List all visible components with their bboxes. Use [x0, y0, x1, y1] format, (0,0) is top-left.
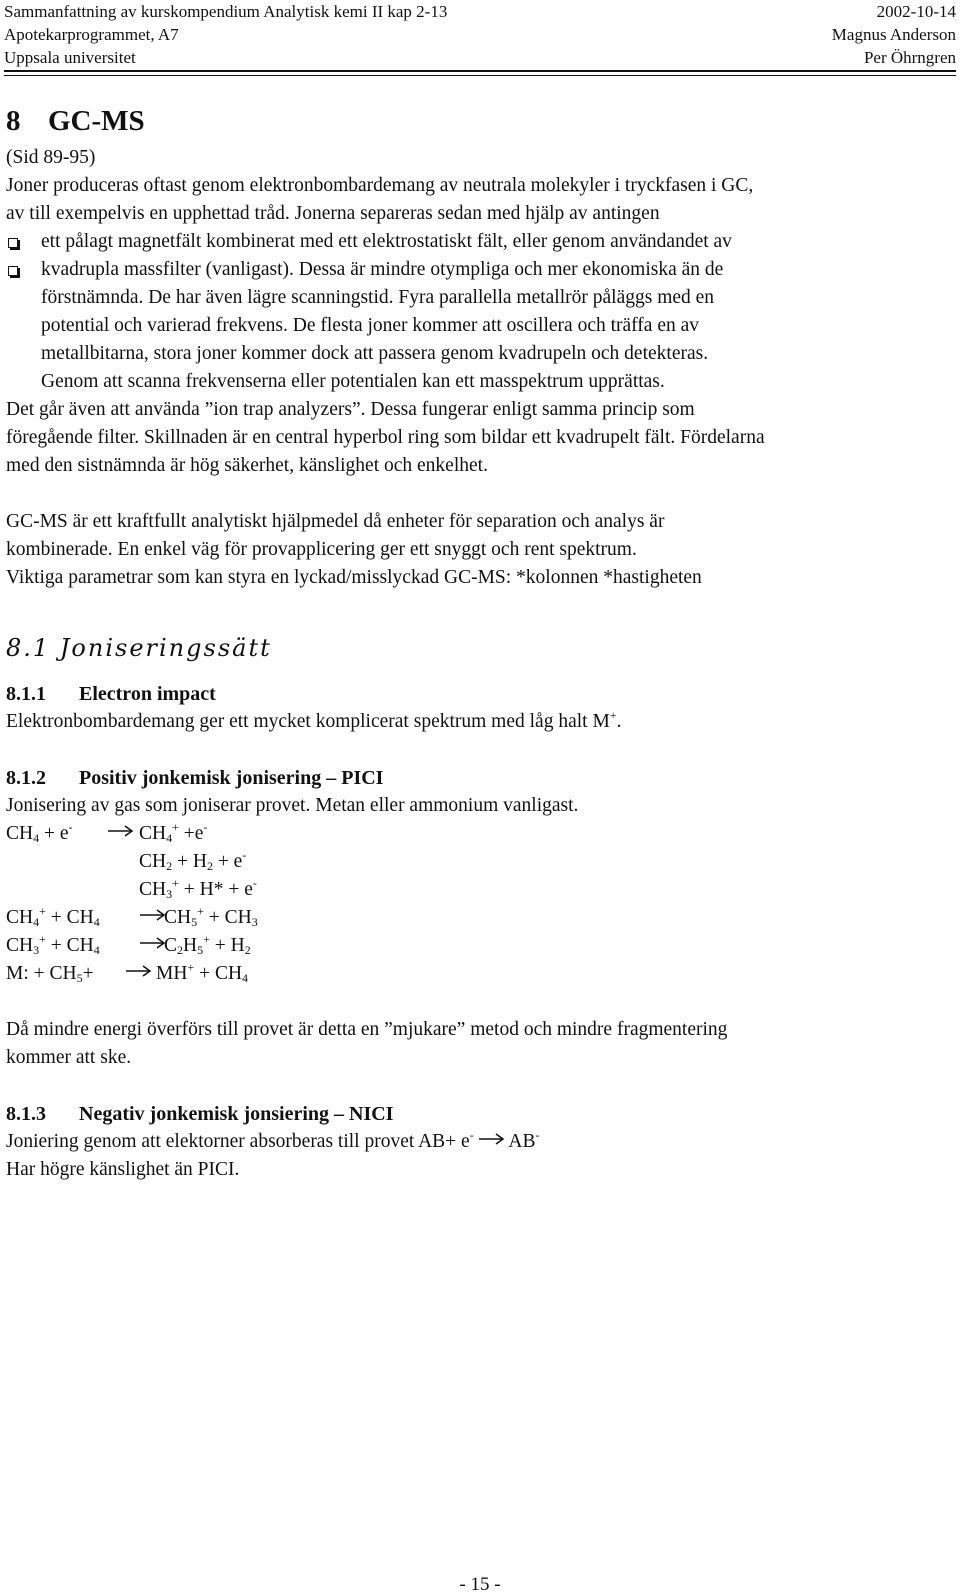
pici-conclusion-line-2: kommer att ske. — [6, 1047, 132, 1068]
bullet-line: Genom att scanna frekvenserna eller potentialen kan ett masspektrum upprättas. — [41, 371, 665, 392]
heading-title: Electron impact — [79, 683, 216, 705]
text: AB — [508, 1131, 536, 1152]
gcms-summary-line-3: Viktiga parametrar som kan styra en lyckad/misslyckad GC-MS: *kolonnen *hastigheten — [6, 567, 702, 588]
spacer — [6, 1072, 952, 1100]
reaction-2: $CH_2 + H_2 + e^-$ — [139, 848, 247, 873]
heading-8-1-3 — [6, 1100, 952, 1128]
header-date: 2002-10-14 — [876, 2, 956, 21]
bullet-text: ett pålagt magnetfält kombinerat med ett elektrostatiskt fält, eller genom användandet av — [41, 231, 732, 252]
pici-text: Jonisering av gas som joniserar provet. Metan eller ammonium vanligast. — [6, 795, 579, 816]
nici-text-line-2: Har högre känslighet än PICI. — [6, 1159, 240, 1180]
bullet-text: kvadrupla massfilter (vanligast). Dessa är mindre otympliga och mer ekonomiska än de — [41, 259, 724, 280]
arrow-right-icon — [140, 909, 166, 921]
header-divider — [4, 70, 956, 76]
gcms-summary-line-1: GC-MS är ett kraftfullt analytiskt hjälpmedel då enheter för separation och analys är — [6, 511, 665, 532]
page-header — [4, 0, 956, 69]
reaction-1: $CH_4 + e^-$ $CH_4^+ +e^-$ — [6, 820, 208, 845]
header-row-3 — [4, 46, 956, 69]
spacer — [6, 736, 952, 764]
reaction-6: M: + $CH_5+$ $MH^+ + CH_4$ — [6, 960, 249, 985]
page-number: - 15 - — [459, 1574, 501, 1595]
heading-number: 8.1.1 — [6, 683, 46, 705]
bullet-line: metallbitarna, stora joner kommer dock att passera genom kvadrupeln och detekteras. — [41, 343, 709, 364]
spacer — [6, 480, 952, 508]
bullet-line: potential och varierad frekvens. De flesta joner kommer att oscillera och träffa en av — [41, 315, 700, 336]
text: Joniering genom att elektorner absorberas till provet AB+ e — [6, 1131, 470, 1152]
page-reference: (Sid 89-95) — [6, 147, 96, 168]
list-item — [6, 256, 952, 284]
reaction-3: $CH_3^+ + H* + e^-$ — [139, 876, 257, 901]
reaction-5: $CH_3^+ + CH_4$ $C_2H_5^+ + H_2$ — [6, 932, 251, 957]
subsection-number: 8.1 — [6, 634, 51, 662]
heading-title: Positiv jonkemisk jonisering – PICI — [79, 767, 384, 789]
header-row-2 — [4, 23, 956, 46]
spacer — [6, 988, 952, 1016]
reaction-4: $CH_4^+ + CH_4$ $CH_5^+ + CH_3$ — [6, 904, 258, 929]
header-university: Uppsala universitet — [4, 48, 136, 67]
header-author-1: Magnus Anderson — [831, 25, 956, 44]
header-program: Apotekarprogrammet, A7 — [4, 25, 179, 44]
checkbox-bullet-icon — [8, 266, 18, 276]
section-number: 8 — [6, 105, 21, 137]
heading-8-1-2 — [6, 764, 952, 792]
intro-line-2: av till exempelvis en upphettad tråd. Jonerna separeras sedan med hjälp av antingen — [6, 203, 660, 224]
header-course: Sammanfattning av kurskompendium Analytisk kemi II kap 2-13 — [4, 2, 448, 21]
ion-trap-line-1: Det går även att använda ”ion trap analyzers”. Dessa fungerar enligt samma princip som — [6, 399, 695, 420]
subsection-title: Joniseringssätt — [59, 634, 272, 662]
heading-number: 8.1.3 — [6, 1103, 46, 1125]
bullet-continuation — [6, 284, 952, 396]
document-body — [6, 102, 952, 1184]
nici-text-line-1 — [6, 1128, 952, 1156]
heading-title: Negativ jonkemisk jonsiering – NICI — [79, 1103, 394, 1125]
superscript: - — [535, 1128, 540, 1142]
header-row-1 — [4, 0, 956, 23]
arrow-right-icon — [140, 937, 166, 949]
electron-impact-text — [6, 708, 952, 736]
arrow-right-icon — [479, 1133, 505, 1145]
gcms-summary-line-2: kombinerade. En enkel väg för provapplicering ger ett snyggt och rent spektrum. — [6, 539, 637, 560]
arrow-right-icon — [108, 825, 134, 837]
arrow-right-icon — [126, 965, 152, 977]
text: . — [616, 711, 622, 732]
text: Elektronbombardemang ger ett mycket komplicerat spektrum med låg halt M — [6, 711, 610, 732]
superscript: + — [609, 708, 617, 722]
bullet-line: förstnämnda. De har även lägre scanningstid. Fyra parallella metallrör påläggs med en — [41, 287, 715, 308]
reaction-equations — [6, 820, 952, 988]
separation-method-list — [6, 228, 952, 284]
header-author-2: Per Öhrngren — [863, 48, 956, 67]
subsection-heading-8-1 — [6, 634, 952, 662]
list-item — [6, 228, 952, 256]
section-heading-8 — [6, 102, 952, 140]
superscript: - — [469, 1128, 474, 1142]
intro-line-1: Joner produceras oftast genom elektronbombardemang av neutrala molekyler i tryckfasen i GC, — [6, 175, 754, 196]
ion-trap-line-3: med den sistnämnda är hög säkerhet, känslighet och enkelhet. — [6, 455, 488, 476]
checkbox-bullet-icon — [8, 238, 18, 248]
heading-number: 8.1.2 — [6, 767, 46, 789]
section-title: GC-MS — [48, 105, 145, 137]
ion-trap-line-2: föregående filter. Skillnaden är en central hyperbol ring som bildar ett kvadrupelt fält. Fördelarna — [6, 427, 765, 448]
heading-8-1-1 — [6, 680, 952, 708]
pici-conclusion-line-1: Då mindre energi överförs till provet är detta en ”mjukare” metod och mindre fragmentering — [6, 1019, 728, 1040]
